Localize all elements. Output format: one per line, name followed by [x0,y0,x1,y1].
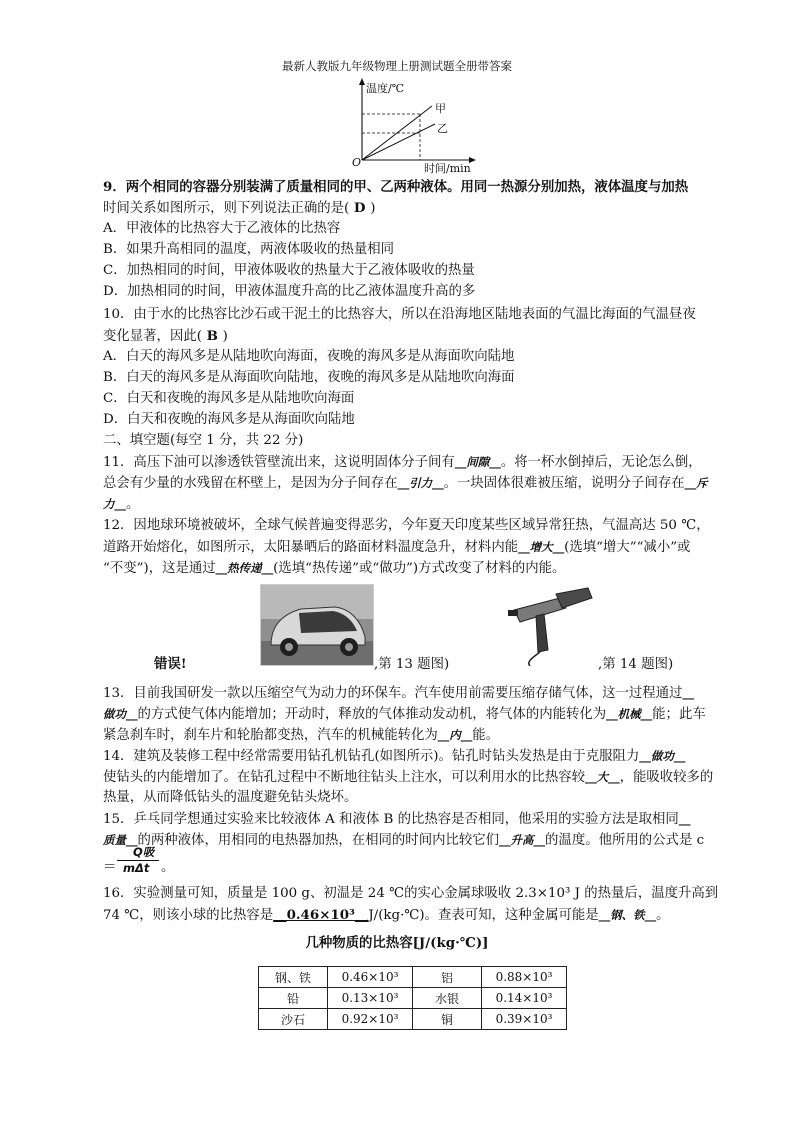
q15-answer-1b: 质量__ [103,833,138,847]
q11-answer-2: __引力__ [397,476,444,490]
graph-y-axis-label: 温度/℃ [366,82,405,95]
q9-line2: 时间关系如图所示，则下列说法正确的是( D ) [103,200,376,216]
table-title: 几种物质的比热容[J/(kg·℃)] [305,935,489,951]
q14-line3: 热量，从而降低钻头的温度避免钻头烧坏。 [103,790,358,805]
q9-answer: D [349,200,371,216]
q15-denominator: mΔt [123,861,150,875]
q10-option-a: A．白天的海风多是从陆地吹向海面，夜晚的海风多是从海面吹向陆地 [103,349,515,364]
q15-answer-2: __升高__ [499,833,546,847]
table-row [259,1009,567,1030]
table-cell: 0.14×10³ [482,988,567,1009]
q13-line1: 13．目前我国研发一款以压缩空气为动力的环保车。汽车使用前需要压缩存储气体，这一过程通过__ [103,686,694,701]
figure-13-caption: ,第 13 题图) [374,657,450,672]
q13-line3: 紧急刹车时，刹车片和轮胎都变热，汽车的机械能转化为__内__能。 [103,728,500,743]
q15-line1: 15．乒乓同学想通过实验来比较液体 A 和液体 B 的比热容是否相同，他采用的实验方法是取相同__ [103,812,691,827]
q15-formula [103,844,223,874]
figure-14-caption: ,第 14 题图) [598,657,674,672]
q12-line2: 道路开始熔化，如图所示，太阳暴晒后的路面材料温度急升，材料内能__增大__(选填“增大”“减小”或 [103,540,691,555]
q11-answer-1: __间隙__ [454,455,501,469]
q16-line2: 74 ℃，则该小球的比热容是__0.46×10³__J/(kg·℃)。查表可知，这种金属可能是__钢、铁__。 [103,907,670,923]
graph-line-a-label: 甲 [435,102,446,115]
table-cell: 0.46×10³ [328,967,413,988]
q10-option-d: D．白天和夜晚的海风多是从海面吹向陆地 [103,412,355,427]
q11-answer-3b: 力__ [103,497,126,511]
q11-line1: 11．高压下油可以渗透铁管壁流出来，这说明固体分子间有__间隙__。将一杯水倒掉后，无论怎么倒， [103,455,702,470]
graph-line-b-label: 乙 [437,122,448,135]
table-cell: 0.13×10³ [328,988,413,1009]
q11-line2: 总会有少量的水残留在杯壁上，是因为分子间存在__引力__。一块固体很难被压缩，说明分子间存在__斥 [103,476,708,491]
q13-answer-1a: __ [682,686,694,700]
q13-answer-3: __内__ [437,728,473,742]
q10-line1: 10．由于水的比热容比沙石或干泥土的比热容大，所以在沿海地区陆地表面的气温比海面的气温昼夜 [103,307,696,322]
q12-answer-2: __热传递__ [215,561,274,575]
q15-numerator: Q吸 [133,845,155,859]
figure-error-text: 错误! [154,656,187,672]
q16-line1: 16．实验测量可知，质量是 100 g、初温是 24 ℃的实心金属球吸收 2.3×10³ J 的热量后，温度升高到 [103,886,719,901]
q10-option-b: B．白天的海风多是从海面吹向陆地，夜晚的海风多是从陆地吹向海面 [103,370,515,385]
section-fill-in-title: 二、填空题(每空 1 分，共 22 分) [103,433,304,448]
q12-line1: 12．因地球环境被破坏，全球气候普遍变得恶劣，今年夏天印度某些区域异常狂热，气温高达 50 ℃， [103,518,710,533]
q10-line2: 变化显著，因此( B ) [103,328,228,344]
specific-heat-table [258,966,567,1030]
drill-photo [500,584,600,666]
q15-answer-1a: __ [678,812,691,826]
q12-line3: “不变”)，这是通过__热传递__(选填“热传递”或“做功”)方式改变了材料的内能。 [103,561,566,576]
q14-line1: 14．建筑及装修工程中经常需要用钻孔机钻孔(如图所示)。钻孔时钻头发热是由于克服阻力__做功__ [103,749,686,764]
table-cell: 0.92×10³ [328,1009,413,1030]
q13-line2: 做功__的方式使气体内能增加；开动时，释放的气体推动发动机，将气体的内能转化为__机械__能；此车 [103,707,706,722]
q15-equals: ＝ [103,860,117,875]
q10-option-c: C．白天和夜晚的海风多是从陆地吹向海面 [103,391,355,406]
q9-option-d: D．加热相同的时间，甲液体温度升高的比乙液体温度升高的多 [103,284,476,299]
graph-x-axis-label: 时间/min [424,162,471,175]
q9-line1: 9．两个相同的容器分别装满了质量相同的甲、乙两种液体。用同一热源分别加热，液体温度与加热 [103,179,689,195]
table-cell: 0.88×10³ [482,967,567,988]
q9-option-b: B．如果升高相同的温度，两液体吸收的热量相同 [103,242,395,257]
q13-answer-2: __机械__ [606,707,653,721]
q10-answer: B [201,328,223,344]
q16-answer-2: __钢、铁__ [598,908,657,922]
page-header: 最新人教版九年级物理上册测试题全册带答案 [282,59,512,73]
q14-answer-2: __大__ [585,770,620,784]
table-cell: 0.39×10³ [482,1009,567,1030]
table-cell: 沙石 [259,1009,328,1030]
q13-answer-1b: 做功__ [103,707,138,721]
q11-answer-3a: __斥 [684,476,708,490]
table-cell: 铜 [413,1009,482,1030]
q9-option-c: C．加热相同的时间，甲液体吸收的热量大于乙液体吸收的热量 [103,263,475,278]
car-photo [260,584,374,666]
table-cell: 铝 [413,967,482,988]
q14-line2: 使钻头的内能增加了。在钻孔过程中不断地往钻头上注水，可以利用水的比热容较__大__，能吸收较多的 [103,770,714,785]
q9-option-a: A．甲液体的比热容大于乙液体的比热容 [103,221,341,236]
table-cell: 水银 [413,988,482,1009]
q16-answer-1: __0.46×10³__ [273,907,369,923]
q14-answer-1: __做功__ [639,749,686,763]
q12-answer-1: __增大__ [518,540,565,554]
q15-end: 。 [161,860,175,875]
q15-line2: 质量__的两种液体，用相同的电热器加热，在相同的时间内比较它们__升高__的温度。他所用的公式是 c [103,833,705,848]
table-cell: 铅 [259,988,328,1009]
q11-line3: 力__。 [103,497,140,512]
graph-origin-label: O [352,156,362,169]
table-row [259,988,567,1009]
table-cell: 钢、铁 [259,967,328,988]
table-row [259,967,567,988]
